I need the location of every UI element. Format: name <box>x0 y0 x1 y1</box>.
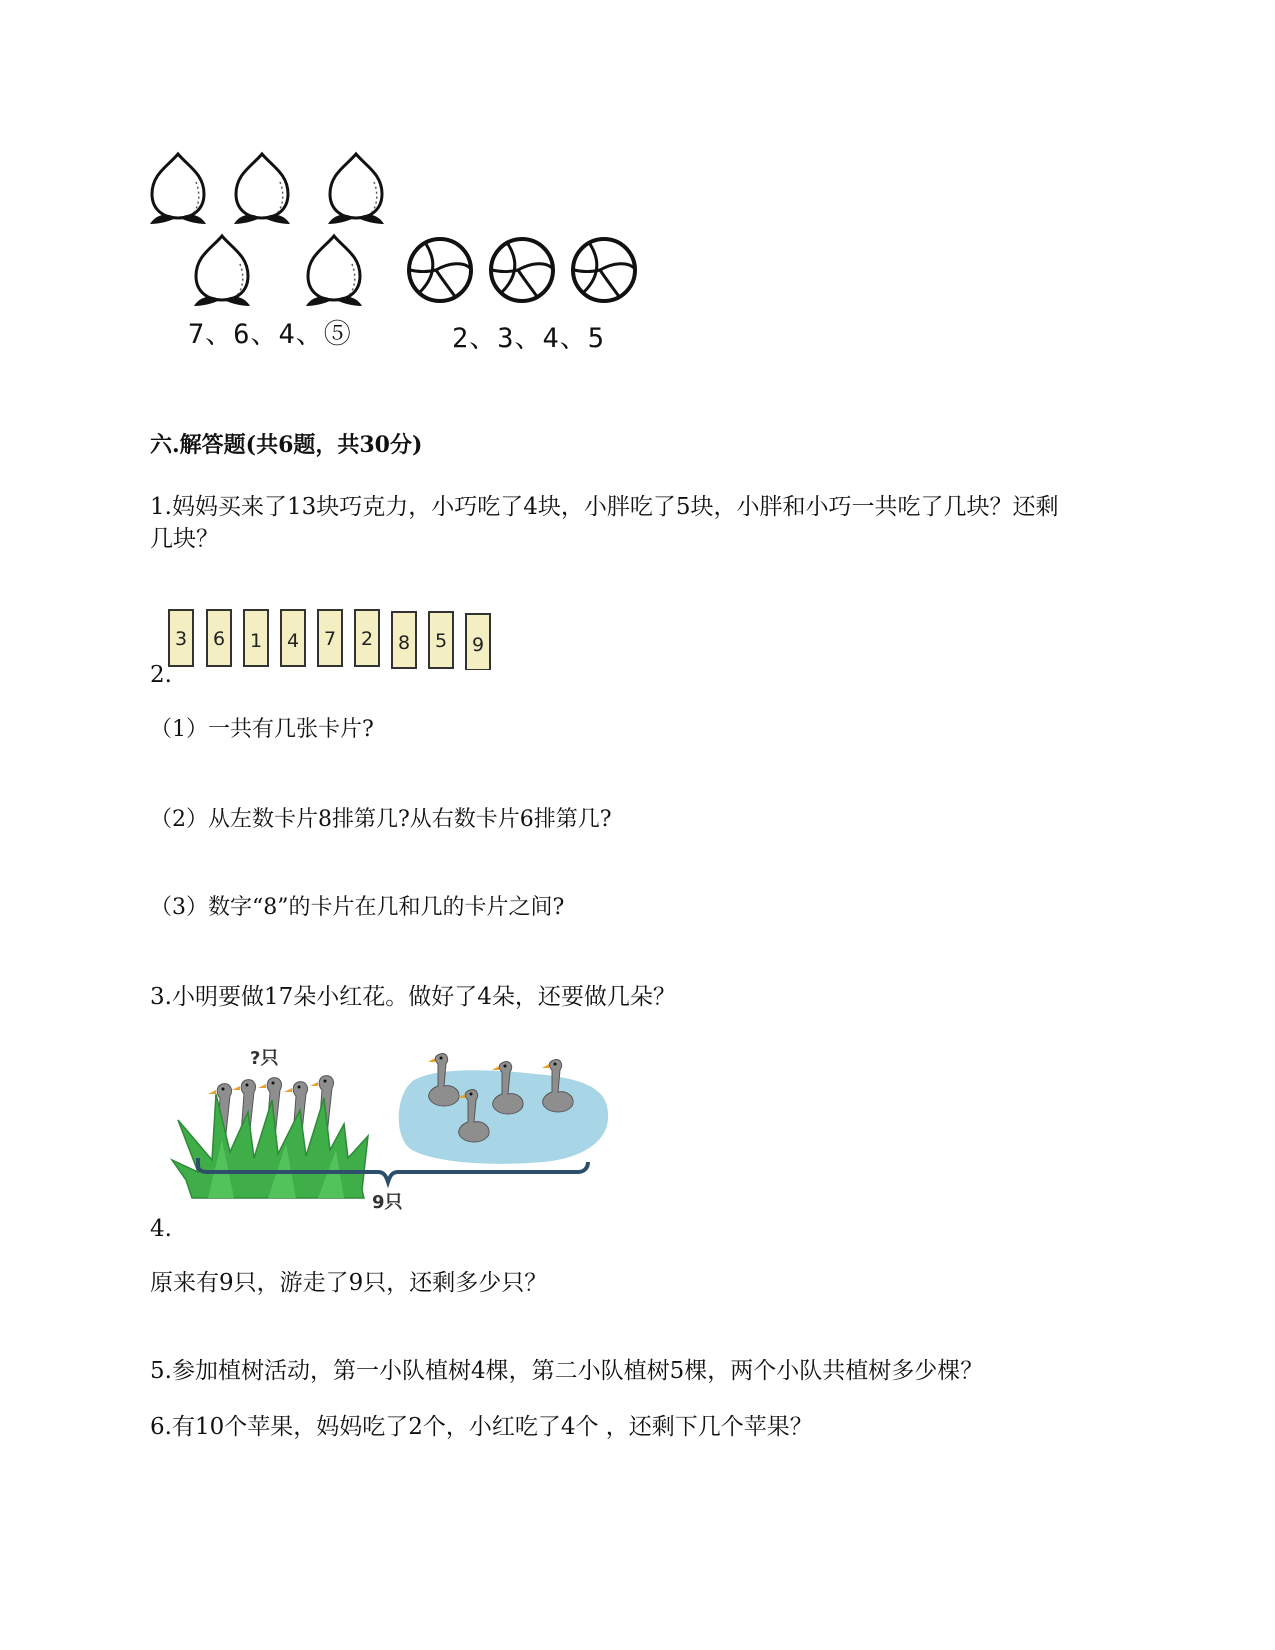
question-4-text: 原来有9只，游走了9只，还剩多少只？ <box>150 1270 548 1296</box>
peach-caption: 7、6、4、⑤ <box>188 319 352 350</box>
question-6: 6.有10个苹果，妈妈吃了2个，小红吃了4个 ，还剩下几个苹果？ <box>150 1414 813 1440</box>
peach-icon <box>234 154 290 224</box>
card <box>244 610 268 666</box>
question-3: 3.小明要做17朵小红花。做好了4朵，还要做几朵？ <box>150 984 676 1010</box>
geese-figure <box>168 1040 648 1260</box>
question-1-line-1: 1.妈妈买来了13块巧克力，小巧吃了4块，小胖吃了5块，小胖和小巧一共吃了几块？还剩 <box>150 494 1059 520</box>
peach-icon <box>328 154 384 224</box>
svg-text:7: 7 <box>323 628 337 650</box>
volleyball-icon <box>409 239 471 301</box>
card <box>429 612 453 668</box>
card <box>169 610 193 666</box>
question-2-sub-3: （3）数字“8”的卡片在几和几的卡片之间? <box>150 895 565 920</box>
question-mark-label: ?只 <box>250 1048 279 1069</box>
question-5: 5.参加植树活动，第一小队植树4棵，第二小队植树5棵，两个小队共植树多少棵？ <box>150 1358 984 1384</box>
question-4-number: 4. <box>150 1216 172 1242</box>
ball-caption: 2、3、4、5 <box>452 323 606 354</box>
svg-text:5: 5 <box>434 630 448 652</box>
svg-text:2: 2 <box>360 628 374 650</box>
volleyball-icon <box>491 239 553 301</box>
section-heading: 六.解答题(共6题，共30分) <box>150 432 423 458</box>
peach-icon <box>194 236 250 306</box>
card <box>355 610 379 666</box>
svg-text:1: 1 <box>249 630 263 652</box>
number-cards <box>168 608 508 670</box>
svg-text:4: 4 <box>286 630 300 652</box>
svg-text:8: 8 <box>397 632 411 654</box>
card <box>466 614 490 670</box>
card <box>207 610 231 666</box>
svg-text:9: 9 <box>471 634 485 656</box>
question-2-sub-1: （1）一共有几张卡片? <box>150 717 374 742</box>
svg-text:3: 3 <box>174 628 188 650</box>
card <box>281 610 305 666</box>
card <box>318 610 342 666</box>
question-1-line-2: 几块？ <box>150 526 219 552</box>
volleyball-icon <box>573 239 635 301</box>
peach-icon <box>150 154 206 224</box>
total-label: 9只 <box>372 1192 403 1213</box>
peach-icon <box>306 236 362 306</box>
question-2-sub-2: （2）从左数卡片8排第几?从右数卡片6排第几? <box>150 807 612 832</box>
card <box>392 612 416 668</box>
svg-text:6: 6 <box>212 628 226 650</box>
question-2-number: 2. <box>150 662 172 688</box>
